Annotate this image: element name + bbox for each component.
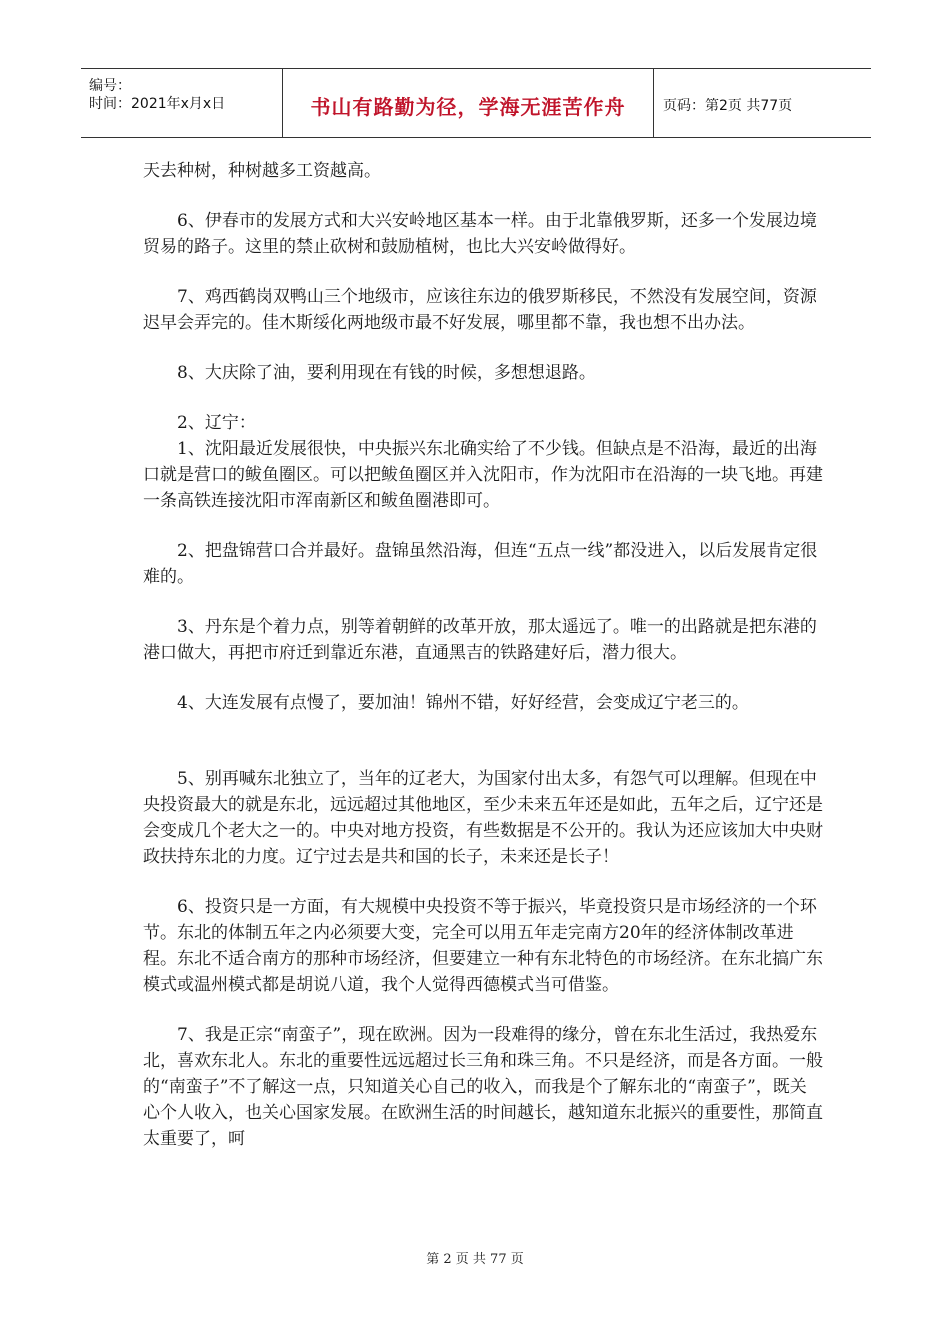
document-date-label: 时间：2021年x月x日 [89, 96, 226, 112]
header-meta-cell [81, 69, 281, 137]
paragraph: 7、我是正宗“南蛮子”，现在欧洲。因为一段难得的缘分，曾在东北生活过，我热爱东北，喜欢东北人。东北的重要性远远超过长三角和珠三角。不只是经济，而是各方面。一般的“南蛮子”不了解这一点，只知道关心自己的收入，而我是个了解东北的“南蛮子”，既关心个人收入，也关心国家发展。在欧洲生活的时间越长，越知道东北振兴的重要性，那简直太重要了，呵 [143, 1025, 823, 1149]
document-number-label: 编号： [89, 78, 131, 94]
paragraph: 1、沈阳最近发展很快，中央振兴东北确实给了不少钱。但缺点是不沿海，最近的出海口就是营口的鲅鱼圈区。可以把鲅鱼圈区并入沈阳市，作为沈阳市在沿海的一块飞地。再建一条高铁连接沈阳市浑南新区和鲅鱼圈港即可。 [143, 439, 823, 511]
paragraph: 3、丹东是个着力点，别等着朝鲜的改革开放，那太遥远了。唯一的出路就是把东港的港口做大，再把市府迁到靠近东港，直通黑吉的铁路建好后，潜力很大。 [143, 617, 817, 663]
paragraph: 2、把盘锦营口合并最好。盘锦虽然沿海，但连“五点一线”都没进入，以后发展肯定很难的。 [143, 541, 818, 587]
header-page-number: 页码：第2页 共77页 [663, 98, 793, 114]
header-page-cell [653, 69, 871, 137]
header-motto: 书山有路勤为径，学海无涯苦作舟 [310, 95, 626, 119]
paragraph: 5、别再喊东北独立了，当年的辽老大，为国家付出太多，有怨气可以理解。但现在中央投资最大的就是东北，远远超过其他地区，至少未来五年还是如此，五年之后，辽宁还是会变成几个老大之一的。中央对地方投资，有些数据是不公开的。我认为还应该加大中央财政扶持东北的力度。辽宁过去是共和国的长子，未来还是长子！ [143, 769, 823, 867]
document-body [143, 158, 823, 1152]
header-motto-cell [282, 69, 654, 137]
page-footer: 第 2 页 共 77 页 [426, 1252, 524, 1267]
paragraph: 4、大连发展有点慢了，要加油！锦州不错，好好经营，会变成辽宁老三的。 [177, 693, 749, 713]
section-heading: 2、辽宁： [177, 413, 256, 433]
paragraph: 6、投资只是一方面，有大规模中央投资不等于振兴，毕竟投资只是市场经济的一个环节。东北的体制五年之内必须要大变，完全可以用五年走完南方20年的经济体制改革进程。东北不适合南方的那种市场经济，但要建立一种有东北特色的市场经济。在东北搞广东模式或温州模式都是胡说八道，我个人觉得西德模式当可借鉴。 [143, 897, 823, 995]
page-header [81, 68, 871, 138]
paragraph: 天去种树，种树越多工资越高。 [143, 161, 381, 181]
paragraph: 6、伊春市的发展方式和大兴安岭地区基本一样。由于北靠俄罗斯，还多一个发展边境贸易的路子。这里的禁止砍树和鼓励植树，也比大兴安岭做得好。 [143, 211, 817, 257]
paragraph: 8、大庆除了油，要利用现在有钱的时候，多想想退路。 [177, 363, 596, 383]
paragraph: 7、鸡西鹤岗双鸭山三个地级市，应该往东边的俄罗斯移民，不然没有发展空间，资源迟早会弄完的。佳木斯绥化两地级市最不好发展，哪里都不靠，我也想不出办法。 [143, 287, 817, 333]
